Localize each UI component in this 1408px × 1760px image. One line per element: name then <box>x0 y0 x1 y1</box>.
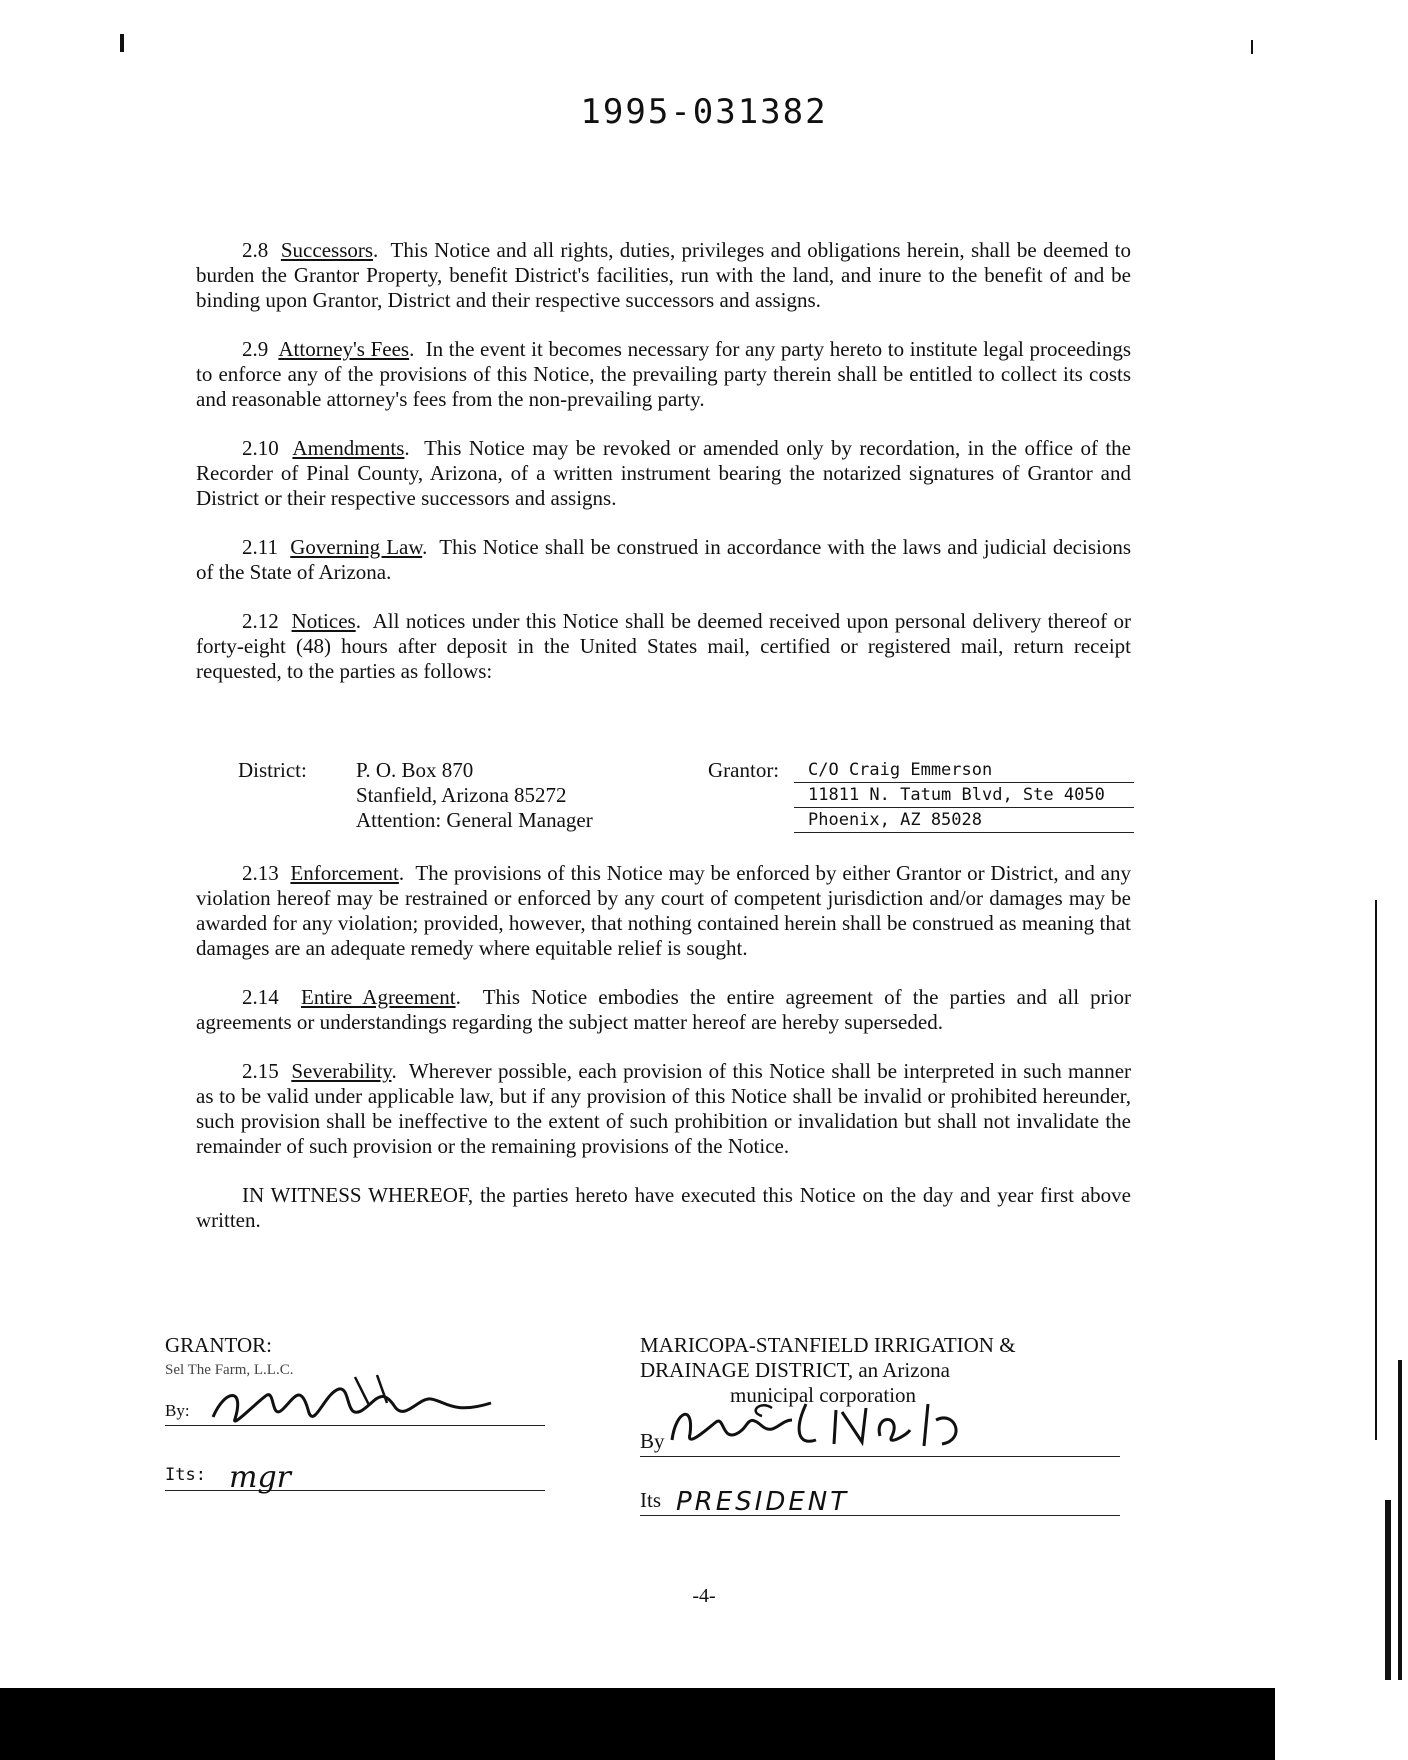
document-number: 1995-031382 <box>580 92 828 132</box>
grantor-its-line: Its: mgr <box>165 1456 545 1491</box>
section-2-13: 2.13 Enforcement. The provisions of this Notice may be enforced by either Grantor or District, and any violation hereof may be restrained or enforced by any court of competent jurisdiction and/or damages may be awarded for any violation; provided, however, that nothing contained herein shall be construed as meaning that damages are an adequate remedy where equitable relief is sought. <box>196 861 1131 960</box>
section-text: This Notice may be revoked or amended only by recordation, in the office of the Recorder of Pinal County, Arizona, of a written instrument bearing the notarized signatures of Grantor and District or their respective successors and assigns. <box>196 436 1132 510</box>
section-heading: Amendments <box>292 436 405 460</box>
scan-artifact-bar <box>0 1688 1275 1760</box>
grantor-title-handwritten: mgr <box>229 1460 291 1495</box>
section-heading: Enforcement <box>290 861 399 885</box>
scan-mark <box>120 34 124 52</box>
section-heading: Notices <box>291 609 356 633</box>
section-text: This Notice shall be construed in accordance with the laws and judicial decisions of the State of Arizona. <box>196 535 1132 584</box>
grantor-label: GRANTOR: <box>165 1333 272 1357</box>
scan-edge-line <box>1398 1360 1402 1680</box>
grantor-signature <box>205 1369 495 1433</box>
section-heading: Governing Law <box>290 535 423 559</box>
grantor-address: C/O Craig Emmerson 11811 N. Tatum Blvd, Ste 4050 Phoenix, AZ 85028 <box>794 758 1134 833</box>
notice-addresses <box>238 758 1178 838</box>
district-entity-line-2: DRAINAGE DISTRICT, an Arizona <box>640 1358 950 1382</box>
section-2-9: 2.9 Attorney's Fees. In the event it becomes necessary for any party hereto to institute legal proceedings to enforce any of the provisions of this Notice, the prevailing party therein shall be entitled to collect its costs and reasonable attorney's fees from the non-prevailing party. <box>196 337 1131 411</box>
district-entity-line-1: MARICOPA-STANFIELD IRRIGATION & <box>640 1333 1016 1357</box>
section-text: All notices under this Notice shall be deemed received upon personal delivery thereof or forty-eight (48) hours after deposit in the United States mail, certified or registered mail, return receipt requested, to the parties as follows: <box>196 609 1131 683</box>
grantor-signature-block <box>165 1333 545 1495</box>
section-heading: Severability <box>291 1059 392 1083</box>
grantor-label: Grantor: <box>708 758 780 782</box>
scan-edge-line <box>1385 1500 1391 1680</box>
district-address: P. O. Box 870 Stanfield, Arizona 85272 Attention: General Manager <box>356 758 593 832</box>
document-body <box>196 238 1131 708</box>
district-signature <box>666 1390 1006 1460</box>
section-2-12: 2.12 Notices. All notices under this Notice shall be deemed received upon personal delivery thereof or forty-eight (48) hours after deposit in the United States mail, certified or registered mail, return receipt requested, to the parties as follows: <box>196 609 1131 683</box>
scan-edge-line <box>1251 40 1253 54</box>
section-heading: Attorney's Fees <box>278 337 410 361</box>
section-2-8: 2.8 Successors. This Notice and all rights, duties, privileges and obligations herein, shall be deemed to burden the Grantor Property, benefit District's facilities, run with the land, and inure to the benefit of and be binding upon Grantor, District and their respective successors and assigns. <box>196 238 1131 312</box>
district-entity-line-3: municipal corporation <box>730 1383 917 1407</box>
grantor-entity: Sel The Farm, L.L.C. <box>165 1362 294 1378</box>
section-text: The provisions of this Notice may be enforced by either Grantor or District, and any violation hereof may be restrained or enforced by any court of competent jurisdiction and/or damages may be awarded for any violation; provided, however, that nothing contained herein shall be construed as meaning that damages are an adequate remedy where equitable relief is sought. <box>196 861 1131 960</box>
section-heading: Entire Agreement <box>301 985 456 1009</box>
witness-clause: IN WITNESS WHEREOF, the parties hereto have executed this Notice on the day and year first above written. <box>196 1183 1131 1232</box>
district-by-line: By <box>640 1412 1120 1457</box>
document-body-continued <box>196 861 1131 1257</box>
section-text: This Notice embodies the entire agreement of the parties and all prior agreements or understandings regarding the subject matter hereof are hereby superseded. <box>196 985 1131 1034</box>
section-2-10: 2.10 Amendments. This Notice may be revoked or amended only by recordation, in the office of the Recorder of Pinal County, Arizona, of a written instrument bearing the notarized signatures of Grantor and District or their respective successors and assigns. <box>196 436 1132 510</box>
grantor-by-line: By: <box>165 1383 545 1426</box>
section-text: In the event it becomes necessary for any party hereto to institute legal proceedings to enforce any of the provisions of this Notice, the prevailing party therein shall be entitled to collect its costs and reasonable attorney's fees from the non-prevailing party. <box>196 337 1131 411</box>
district-title-handwritten: PRESIDENT <box>676 1487 850 1517</box>
section-2-11: 2.11 Governing Law. This Notice shall be construed in accordance with the laws and judicial decisions of the State of Arizona. <box>196 535 1132 584</box>
section-2-15: 2.15 Severability. Wherever possible, each provision of this Notice shall be interpreted in such manner as to be valid under applicable law, but if any provision of this Notice shall be invalid or prohibited hereunder, such provision shall be ineffective to the extent of such prohibition or invalidation but shall not invalidate the remainder of such provision or the remaining provisions of the Notice. <box>196 1059 1132 1158</box>
section-2-14: 2.14 Entire Agreement. This Notice embodies the entire agreement of the parties and all prior agreements or understandings regarding the subject matter hereof are hereby superseded. <box>196 985 1131 1034</box>
page-number: -4- <box>692 1585 716 1607</box>
district-signature-block <box>640 1333 1120 1516</box>
section-text: Wherever possible, each provision of this Notice shall be interpreted in such manner as to be valid under applicable law, but if any provision of this Notice shall be invalid or prohibited hereunder, such provision shall be ineffective to the extent of such prohibition or invalidation but shall not invalidate the remainder of such provision or the remaining provisions of the Notice. <box>196 1059 1132 1158</box>
scan-edge-line <box>1375 900 1377 1440</box>
district-label: District: <box>238 758 307 782</box>
section-heading: Successors <box>280 238 374 262</box>
section-text: This Notice and all rights, duties, privileges and obligations herein, shall be deemed to burden the Grantor Property, benefit District's facilities, run with the land, and inure to the benefit of and be binding upon Grantor, District and their respective successors and assigns. <box>196 238 1131 312</box>
district-its-line: Its PRESIDENT <box>640 1481 1120 1516</box>
